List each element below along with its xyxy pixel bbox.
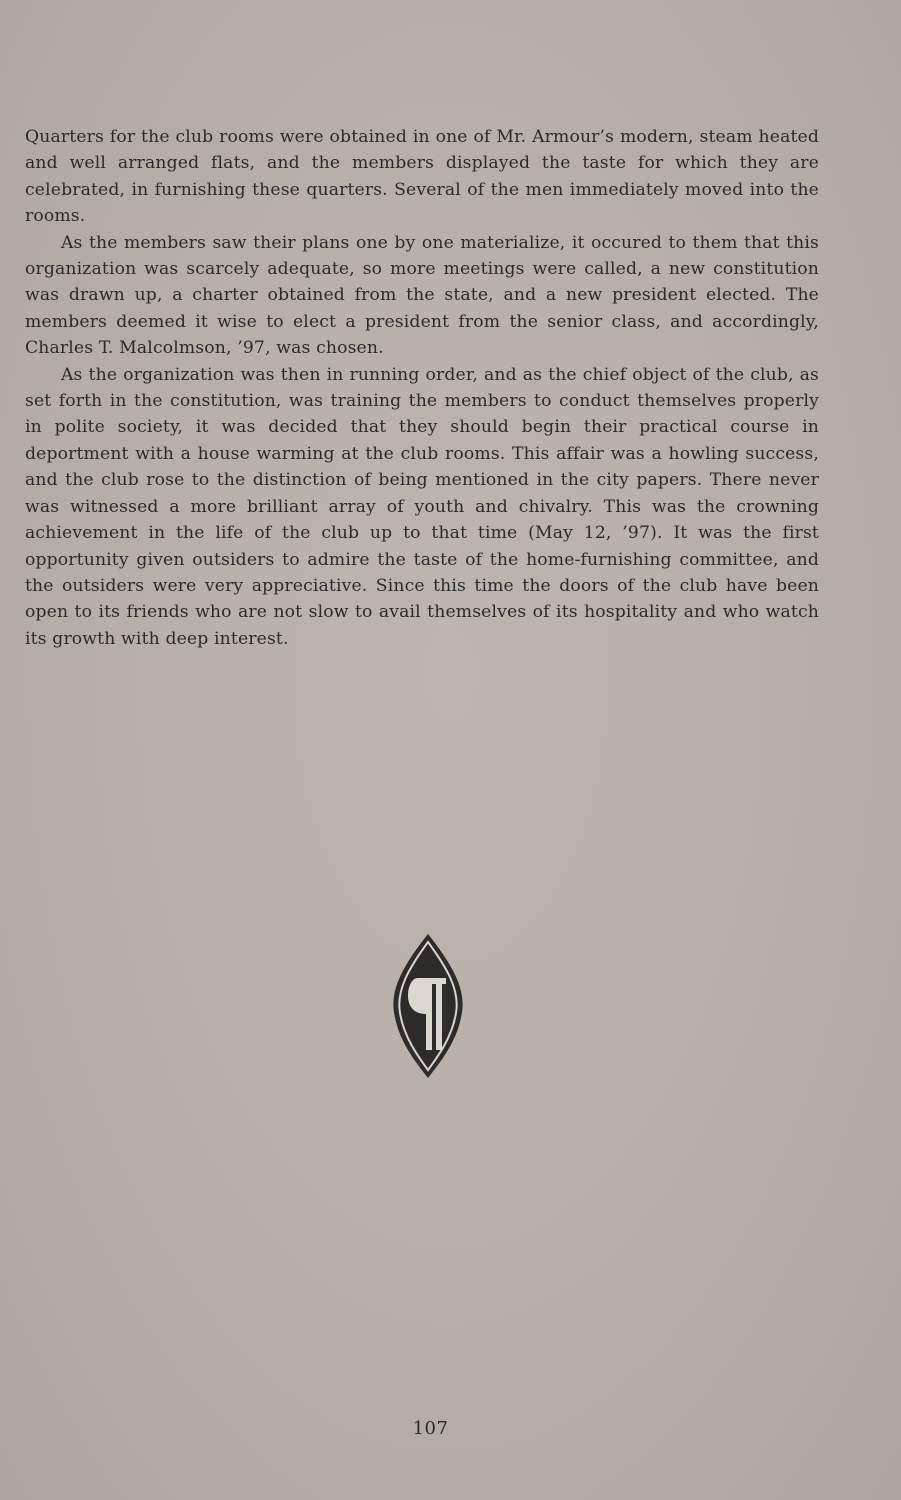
paragraph-3: As the organization was then in running order, and as the chief object of the club, as set forth in the constitution, was training the members to conduct themselves properly in polite society, it was decided that they should begin their practical course in deportment with a house warming at the club rooms. This affair was a howling success, and the club rose to the distinction of being mentioned in the city papers. There never was witnessed a more brilliant array of youth and chivalry. This was the crowning achievement in the life of the club up to that time (May 12, ’97). It was the first opportunity given outsiders to admire the taste of the home-furnishing committee, and the outsiders were very appreciative. Since this time the doors of the club have been open to its friends who are not slow to avail themselves of its hospitality and who watch its growth with deep interest. (25, 364, 819, 649)
page-number: 107 (412, 1418, 449, 1439)
pilcrow-leaf-ornament-icon (388, 932, 468, 1080)
paragraph-2: As the members saw their plans one by one materialize, it occured to them that this organization was scarcely adequate, so more meetings were called, a new constitution was drawn up, a charter obtained from the state, and a new president elected. The members deemed it wise to elect a president from the senior class, and accordingly, Charles T. Malcolmson, ’97, was chosen. (25, 232, 819, 359)
body-text (25, 124, 819, 652)
paragraph-1: Quarters for the club rooms were obtained in one of Mr. Armour’s modern, steam heated and well arranged flats, and the members displayed the taste for which they are celebrated, in furnishing these quarters. Several of the men immediately moved into the rooms. (25, 127, 819, 227)
